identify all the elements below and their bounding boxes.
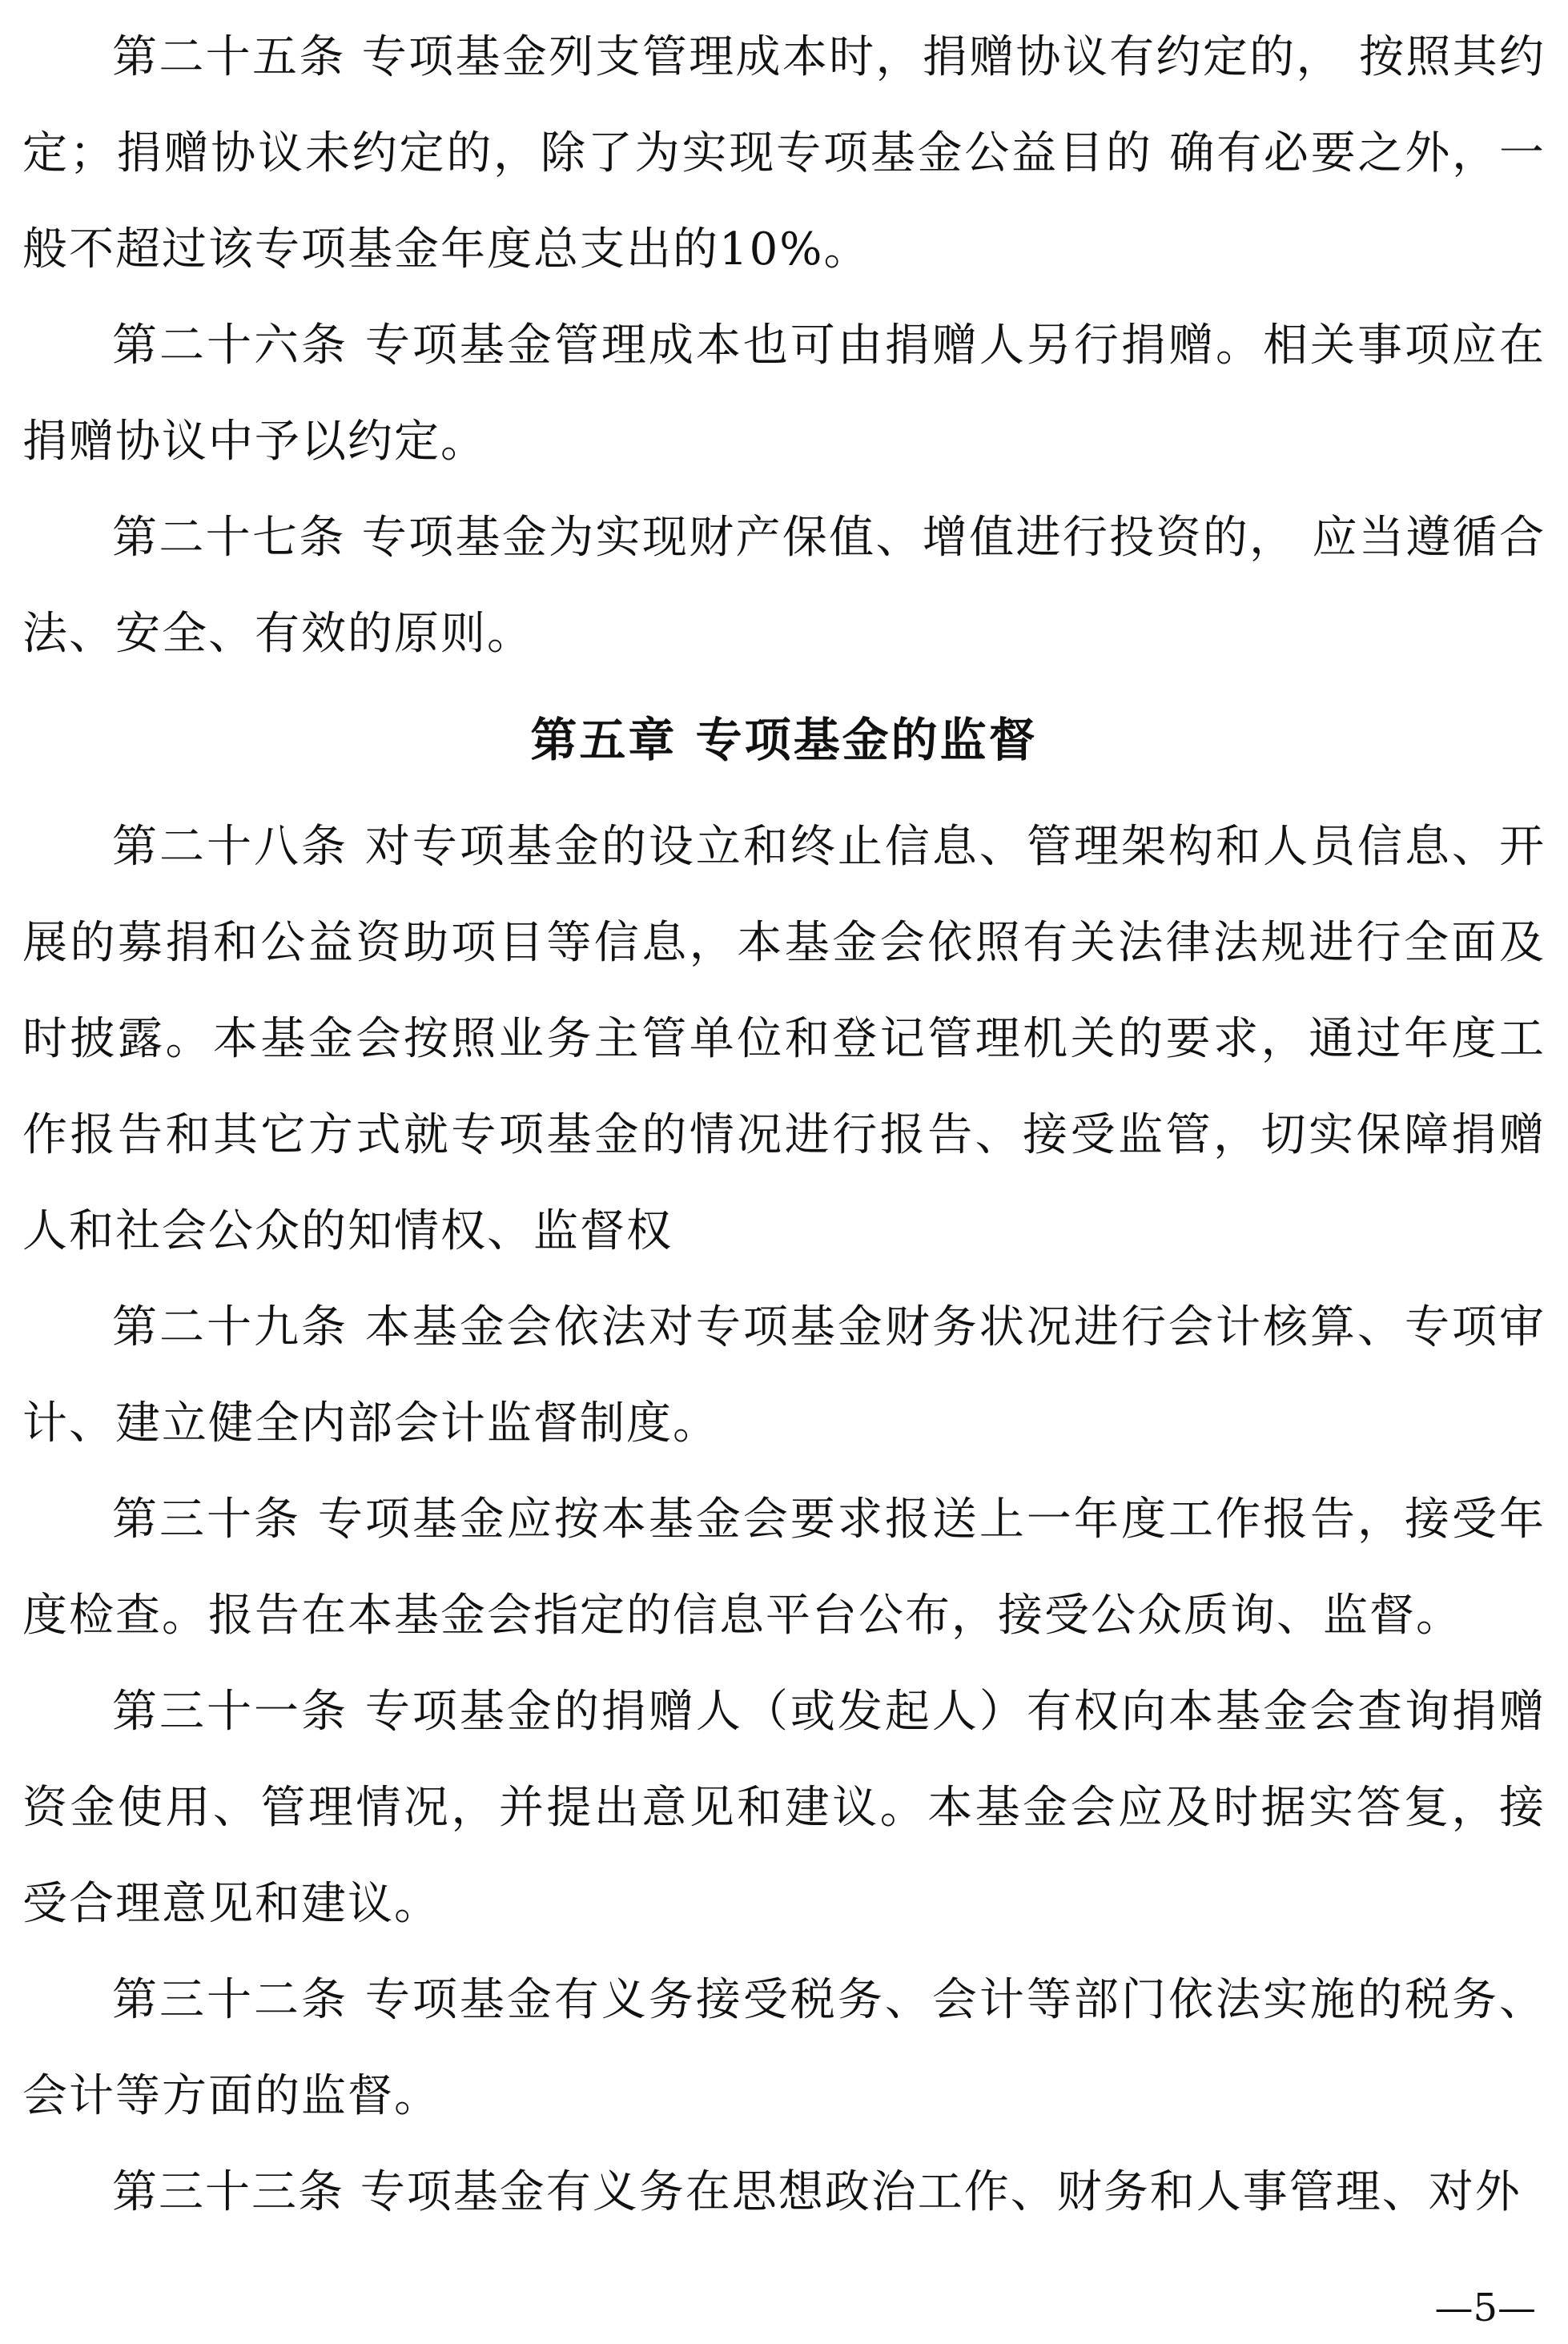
article-31: 第三十一条 专项基金的捐赠人（或发起人）有权向本基金会查询捐赠资金使用、管理情况，并提出意见和建议。本基金会应及时据实答复，接受合理意见和建议。	[22, 1686, 1546, 1930]
chapter-heading: 第五章 专项基金的监督	[530, 713, 1038, 767]
page-number: —5—	[1434, 2286, 1536, 2330]
article-25: 第二十五条 专项基金列支管理成本时，捐赠协议有约定的， 按照其约定；捐赠协议未约定的，除了为实现专项基金公益目的 确有必要之外，一般不超过该专项基金年度总支出的10%。	[22, 31, 1546, 275]
article-32: 第三十二条 专项基金有义务接受税务、会计等部门依法实施的税务、会计等方面的监督。	[22, 1974, 1546, 2122]
article-29: 第二十九条 本基金会依法对专项基金财务状况进行会计核算、专项审计、建立健全内部会计监督制度。	[22, 1301, 1546, 1449]
article-28: 第二十八条 对专项基金的设立和终止信息、管理架构和人员信息、开展的募捐和公益资助项目等信息，本基金会依照有关法律法规进行全面及时披露。本基金会按照业务主管单位和登记管理机关的要求，通过年度工作报告和其它方式就专项基金的情况进行报告、接受监管，切实保障捐赠人和社会公众的知情权、监督权	[22, 821, 1546, 1257]
article-27: 第二十七条 专项基金为实现财产保值、增值进行投资的， 应当遵循合法、安全、有效的原则。	[22, 512, 1546, 660]
article-33: 第三十三条 专项基金有义务在思想政治工作、财务和人事管理、对外	[112, 2166, 1522, 2218]
article-30: 第三十条 专项基金应按本基金会要求报送上一年度工作报告，接受年度检查。报告在本基金会指定的信息平台公布，接受公众质询、监督。	[22, 1494, 1546, 1642]
article-26: 第二十六条 专项基金管理成本也可由捐赠人另行捐赠。相关事项应在捐赠协议中予以约定。	[22, 320, 1546, 468]
